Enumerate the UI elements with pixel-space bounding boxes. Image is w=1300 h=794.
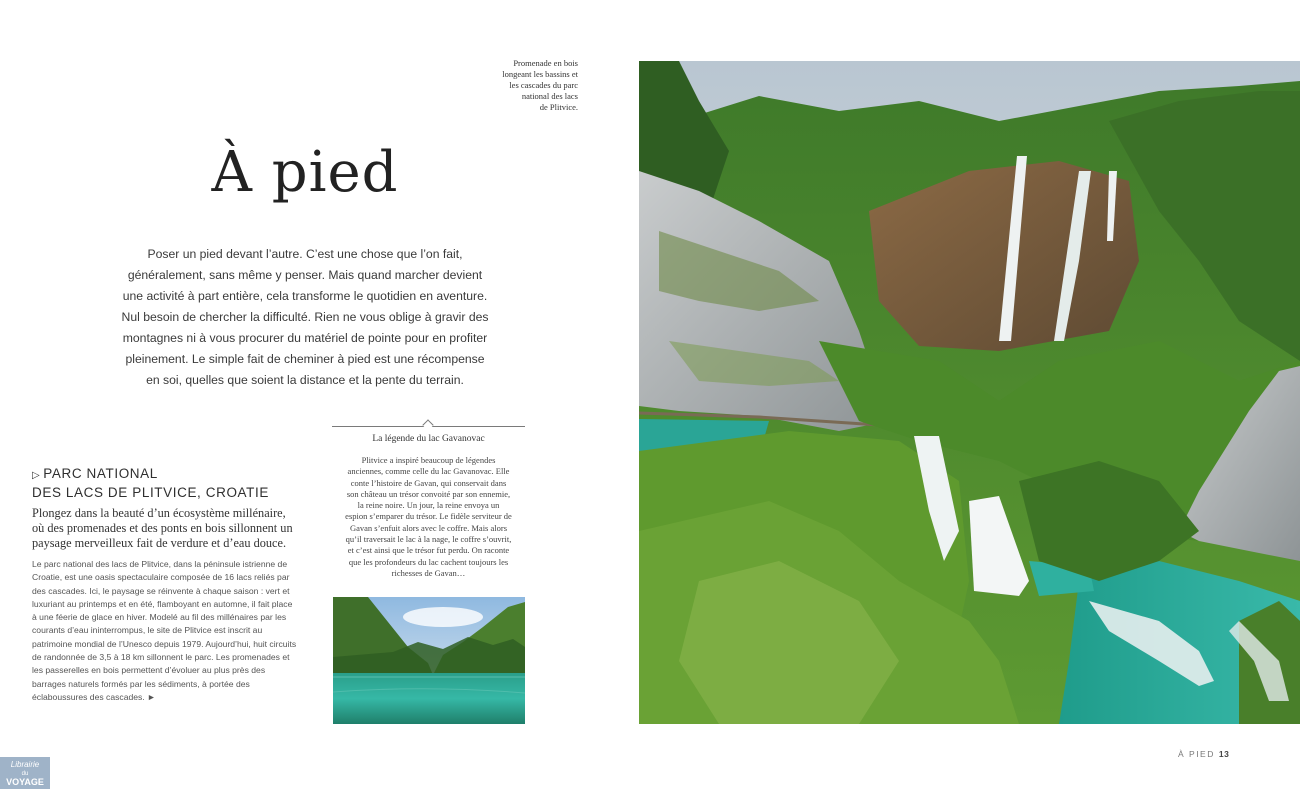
section-heading (32, 465, 302, 501)
sidebar-line: anciennes, comme celle du lac Gavanovac. Elle (347, 466, 510, 477)
sidebar-line: la reine noire. Un jour, la reine envoya un (357, 500, 500, 511)
svg-text:du: du (21, 771, 29, 777)
sidebar-title: La légende du lac Gavanovac (372, 434, 485, 444)
sidebar-line: et c’est ainsi que le trésor fut perdu. On raconte (347, 545, 510, 556)
section-heading-line1: PARC NATIONAL (43, 466, 158, 481)
intro-line: une activité à part entière, cela transforme le quotidien en aventure. (122, 289, 488, 303)
caption-line: national des lacs (521, 91, 578, 101)
section-heading-line2: DES LACS DE PLITVICE, CROATIE (32, 485, 269, 500)
sidebar-line: son château un trésor convoité par son ennemie, (346, 488, 511, 499)
sidebar-text (332, 455, 525, 579)
lake-photo (333, 597, 525, 724)
sidebar-notch (422, 419, 433, 430)
sidebar-line: espion s’emparer du trésor. Le fidèle serviteur de (345, 511, 512, 522)
sidebar-line: qu’il traversait le lac à la nage, le coffre s’ouvrit, (345, 534, 512, 545)
sidebar-line: Plitvice a inspiré beaucoup de légendes (361, 455, 496, 465)
caption-line: les cascades du parc (509, 80, 578, 90)
sidebar-line: richesses de Gavan… (391, 567, 466, 578)
sidebar-line: conte l’histoire de Gavan, qui conservait dans (350, 477, 507, 488)
page-title: À pied (211, 140, 399, 205)
caption-line: longeant les bassins et (502, 69, 578, 79)
triangle-icon: ▷ (32, 470, 41, 481)
svg-text:Librairie: Librairie (10, 760, 40, 769)
intro-line: pleinement. Le simple fait de cheminer à pied est une récompense (125, 352, 485, 366)
intro-paragraph (118, 244, 492, 391)
librairie-du-voyage-logo (0, 757, 50, 789)
waterfall-photo (639, 61, 1300, 724)
sidebar-line: Gavan s’enfuit alors avec le coffre. Mais alors (349, 522, 508, 533)
svg-text:VOYAGE: VOYAGE (6, 777, 44, 787)
section-lead: Plongez dans la beauté d’un écosystème millénaire, où des promenades et des ponts en bois sillonnent un paysage merveilleux fait de verdure et d’eau douce. (32, 506, 293, 550)
caption-line: de Plitvice. (539, 102, 578, 112)
caption-line: Promenade en bois (513, 58, 578, 68)
intro-line: Poser un pied devant l’autre. C’est une chose que l’on fait, (147, 247, 463, 261)
photo-caption (490, 58, 578, 113)
intro-line: généralement, sans même y penser. Mais quand marcher devient (127, 268, 483, 282)
page-number: 13 (1218, 749, 1230, 759)
intro-line: Nul besoin de chercher la difficulté. Rien ne vous oblige à gravir des (121, 310, 489, 324)
sidebar-line: que les profondeurs du lac cachent toujours les (348, 556, 509, 567)
intro-line: montagnes ni à vous procurer du matériel de pointe pour en profiter (122, 331, 488, 345)
folio-label: À PIED (1178, 749, 1215, 759)
intro-line: en soi, quelles que soient la distance et la pente du terrain. (146, 373, 464, 387)
page-folio (1178, 749, 1229, 759)
section-body: Le parc national des lacs de Plitvice, dans la péninsule istrienne de Croatie, est une oasis spectaculaire composée de 16 lacs reliés par des cascades. Ici, le paysage se réinvente à chaque saison : vert et luxuriant au printemps et en été, flamboyant en automne, il fait place à une féerie de glace en hiver. Modelé au fil des millénaires par les courants d’eau ininterrompus, le site de Plitvice est inscrit au patrimoine mondial de l’Unesco depuis 1979. Aujourd’hui, huit circuits de randonnée de 3,5 à 18 km sillonnent le parc. Les promenades et les passerelles en bois permettent d’évoluer au plus près des barrages naturels formés par les sédiments, à portée des éclaboussures des cascades. ► (32, 559, 297, 702)
